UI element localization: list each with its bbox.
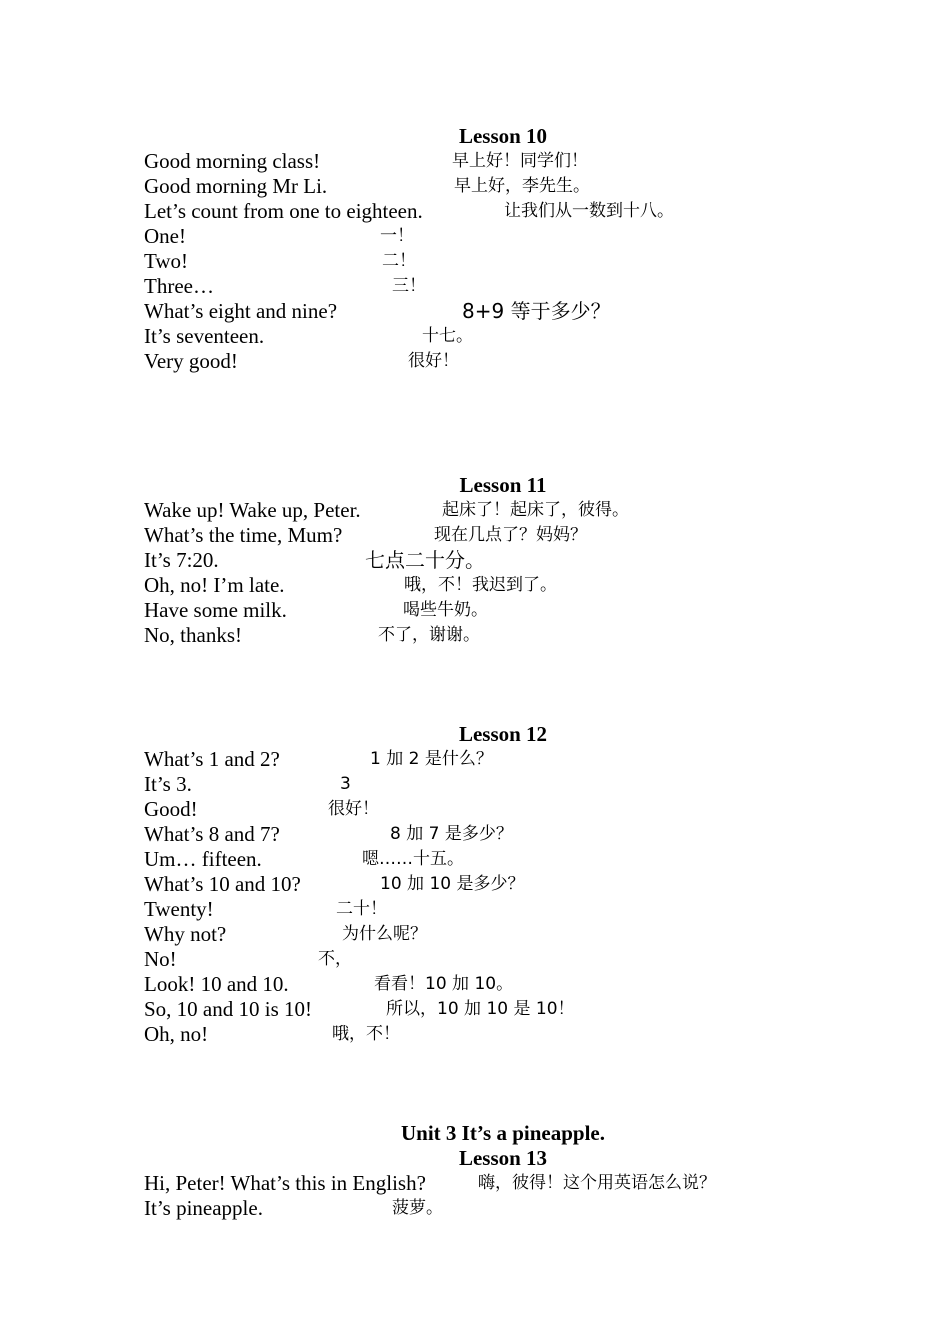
- lesson-10-line-8-chinese: 十七。: [422, 326, 473, 346]
- lesson-11-line-3-english: It’s 7:20.: [144, 548, 219, 572]
- lesson-11-line-1-chinese: 起床了！起床了，彼得。: [442, 500, 629, 520]
- lesson-11-line-3-chinese: 七点二十分。: [365, 548, 485, 572]
- lesson-12-line-7-chinese: 二十！: [336, 899, 387, 919]
- lesson-10-line-9-english: Very good!: [144, 349, 238, 373]
- lesson-12-line-12-english: Oh, no!: [144, 1022, 209, 1046]
- lesson-12-line-11-chinese: 所以，10 加 10 是 10！: [386, 999, 575, 1019]
- lesson-12-line-10-chinese: 看看！10 加 10。: [374, 974, 514, 994]
- lesson-12-line-11-english: So, 10 and 10 is 10!: [144, 997, 312, 1021]
- lesson-12-line-2-english: It’s 3.: [144, 772, 192, 796]
- lesson-12-line-8-chinese: 为什么呢？: [342, 924, 427, 944]
- lesson-10-line-7-chinese: 8+9 等于多少？: [462, 299, 611, 323]
- lesson-13-line-1-chinese: 嗨，彼得！这个用英语怎么说？: [478, 1173, 716, 1193]
- lesson-11-line-6-english: No, thanks!: [144, 623, 242, 647]
- lesson-10-line-1-english: Good morning class!: [144, 149, 321, 173]
- lesson-11-line-4-chinese: 哦，不！我迟到了。: [404, 575, 557, 595]
- lesson-12-line-12-chinese: 哦，不！: [332, 1024, 400, 1044]
- lesson-13-line-2-chinese: 菠萝。: [392, 1198, 443, 1218]
- unit-3-title: Unit 3 It’s a pineapple.: [400, 1121, 605, 1145]
- lesson-12-line-6-chinese: 10 加 10 是多少？: [380, 874, 525, 894]
- lesson-11-line-2-chinese: 现在几点了？妈妈？: [434, 525, 587, 545]
- lesson-10-line-2-chinese: 早上好，李先生。: [454, 176, 590, 196]
- lesson-12-line-5-english: Um… fifteen.: [144, 847, 262, 871]
- lesson-13-line-2-english: It’s pineapple.: [144, 1196, 263, 1220]
- lesson-10-line-3-chinese: 让我们从一数到十八。: [504, 201, 674, 221]
- lesson-12-line-4-english: What’s 8 and 7?: [144, 822, 280, 846]
- lesson-10-title: Lesson 10: [458, 124, 548, 148]
- lesson-12-line-6-english: What’s 10 and 10?: [144, 872, 301, 896]
- lesson-12-line-5-chinese: 嗯……十五。: [362, 849, 464, 869]
- lesson-12-line-10-english: Look! 10 and 10.: [144, 972, 289, 996]
- lesson-10-line-5-english: Two!: [144, 249, 189, 273]
- lesson-11-line-5-english: Have some milk.: [144, 598, 287, 622]
- lesson-10-line-4-chinese: 一！: [380, 226, 414, 246]
- lesson-10-line-4-english: One!: [144, 224, 186, 248]
- lesson-10-line-7-english: What’s eight and nine?: [144, 299, 338, 323]
- lesson-12-line-9-chinese: 不，: [318, 949, 352, 969]
- lesson-10-line-9-chinese: 很好！: [408, 351, 459, 371]
- lesson-12-title: Lesson 12: [458, 722, 548, 746]
- lesson-12-line-1-chinese: 1 加 2 是什么？: [370, 749, 493, 769]
- lesson-11-title: Lesson 11: [459, 473, 547, 497]
- lesson-11-line-6-chinese: 不了，谢谢。: [378, 625, 480, 645]
- lesson-12-line-3-english: Good!: [144, 797, 198, 821]
- lesson-12-line-9-english: No!: [144, 947, 177, 971]
- lesson-12-line-2-chinese: 3: [340, 774, 351, 794]
- lesson-11-line-5-chinese: 喝些牛奶。: [403, 600, 488, 620]
- lesson-13-title: Lesson 13: [458, 1146, 548, 1170]
- lesson-10-line-1-chinese: 早上好！同学们！: [452, 151, 588, 171]
- lesson-12-line-3-chinese: 很好！: [328, 799, 379, 819]
- lesson-10-line-6-chinese: 三！: [392, 276, 426, 296]
- lesson-13-line-1-english: Hi, Peter! What’s this in English?: [144, 1171, 426, 1195]
- lesson-10-line-8-english: It’s seventeen.: [144, 324, 265, 348]
- lesson-10-line-3-english: Let’s count from one to eighteen.: [144, 199, 423, 223]
- lesson-12-line-8-english: Why not?: [144, 922, 227, 946]
- lesson-11-line-4-english: Oh, no! I’m late.: [144, 573, 285, 597]
- lesson-12-line-1-english: What’s 1 and 2?: [144, 747, 280, 771]
- lesson-12-line-7-english: Twenty!: [144, 897, 214, 921]
- lesson-10-line-5-chinese: 二！: [382, 251, 416, 271]
- lesson-12-line-4-chinese: 8 加 7 是多少？: [390, 824, 513, 844]
- lesson-11-line-1-english: Wake up! Wake up, Peter.: [144, 498, 361, 522]
- lesson-11-line-2-english: What’s the time, Mum?: [144, 523, 343, 547]
- lesson-10-line-6-english: Three…: [144, 274, 214, 298]
- lesson-10-line-2-english: Good morning Mr Li.: [144, 174, 328, 198]
